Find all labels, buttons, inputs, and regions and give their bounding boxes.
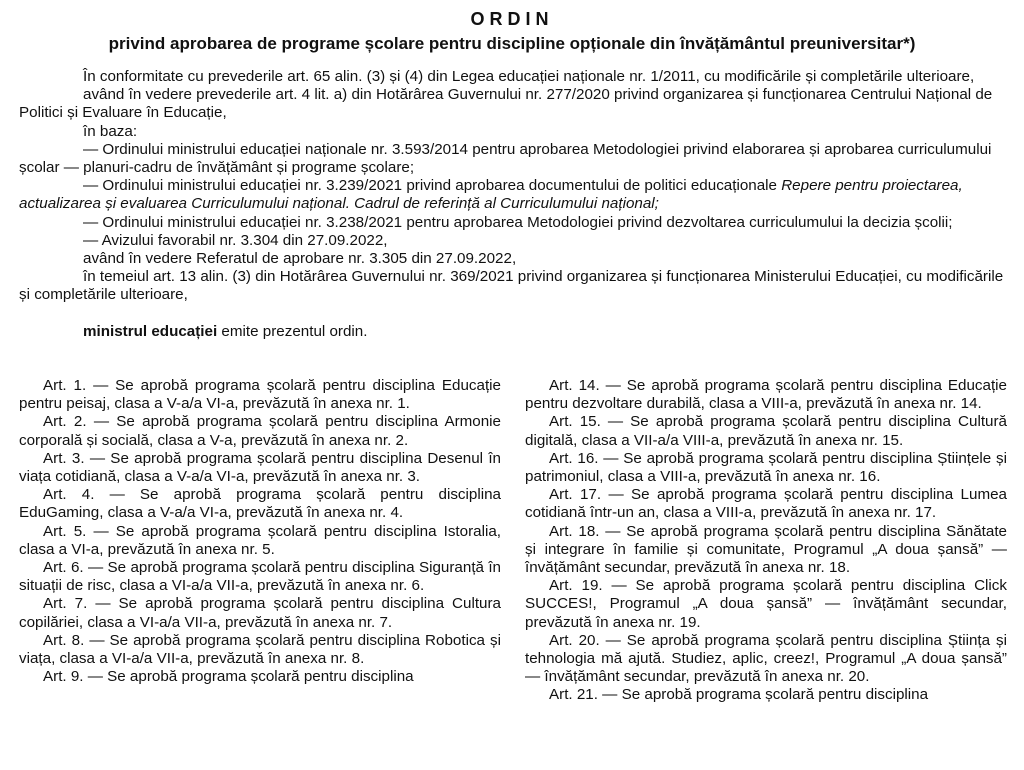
preamble-ordin-3593: — Ordinului ministrului educației naționale nr. 3.593/2014 pentru aprobarea Metodologiei privind elaborarea și aprobarea curriculumului școlar — planuri-cadru de învățământ și programe școlare;: [19, 140, 992, 177]
preamble-ordin-3239-text: — Ordinului ministrului educației nr. 3.239/2021 privind aprobarea documentului de politici educaționale: [83, 177, 782, 195]
article-16: Art. 16. — Se aprobă programa școlară pentru disciplina Științele și patrimoniul, clasa a VIII-a, prevăzută în anexa nr. 16.: [525, 449, 1007, 486]
preamble-emits: [19, 323, 1007, 341]
preamble-temei: în temeiul art. 13 alin. (3) din Hotărârea Guvernului nr. 369/2021 privind organizarea și funcționarea Ministerului Educației, cu modificările și completările ulterioare,: [19, 268, 1004, 304]
preamble-ordin-3239: [19, 177, 1007, 213]
preamble-ordin-3238: — Ordinului ministrului educației nr. 3.238/2021 pentru aprobarea Metodologiei privind dezvoltarea curriculumului la decizia școlii;: [83, 213, 953, 231]
preamble: [19, 68, 1007, 341]
preamble-aviz: — Avizului favorabil nr. 3.304 din 27.09.2022,: [83, 231, 388, 249]
document-title: ORDIN: [470, 9, 554, 29]
article-3: Art. 3. — Se aprobă programa școlară pentru disciplina Desenul în viața cotidiană, clasa a V-a/a VI-a, prevăzută în anexa nr. 3.: [19, 449, 501, 486]
article-15: Art. 15. — Se aprobă programa școlară pentru disciplina Cultură digitală, clasa a VII-a/a VIII-a, prevăzută în anexa nr. 15.: [525, 413, 1007, 449]
article-20: Art. 20. — Se aprobă programa școlară pentru disciplina Știința și tehnologia mă ajută. Studiez, aplic, creez!, Programul „A doua șansă” — învățământ secundar, prevăzută în anexa nr. 20.: [525, 631, 1007, 686]
article-4: Art. 4. — Se aprobă programa școlară pentru disciplina EduGaming, clasa a V-a/a VI-a, prevăzută în anexa nr. 4.: [19, 486, 501, 522]
article-9: Art. 9. — Se aprobă programa școlară pentru disciplina: [43, 668, 414, 686]
article-21: Art. 21. — Se aprobă programa școlară pentru disciplina: [549, 686, 929, 704]
articles-right-column: [525, 377, 1007, 705]
document-subtitle: privind aprobarea de programe școlare pentru discipline opționale din învățământul preuniversitar*): [108, 34, 916, 53]
article-18: Art. 18. — Se aprobă programa școlară pentru disciplina Sănătate și integrare în familie și comunitate, Programul „A doua șansă” — învățământ secundar, prevăzută în anexa nr. 18.: [525, 522, 1007, 577]
article-8: Art. 8. — Se aprobă programa școlară pentru disciplina Robotica și viața, clasa a VI-a/a VII-a, prevăzută în anexa nr. 8.: [19, 631, 501, 668]
preamble-legal-basis: În conformitate cu prevederile art. 65 alin. (3) și (4) din Legea educației naționale nr. 1/2011, cu modificările și completările ulterioare,: [83, 68, 975, 85]
preamble-in-baza: în baza:: [83, 122, 138, 140]
article-6: Art. 6. — Se aprobă programa școlară pentru disciplina Siguranță în situații de risc, clasa a VI-a/a VII-a, prevăzută în anexa nr. 6.: [19, 559, 501, 595]
preamble-referat: având în vedere Referatul de aprobare nr. 3.305 din 27.09.2022,: [83, 250, 517, 268]
article-2: Art. 2. — Se aprobă programa școlară pentru disciplina Armonie corporală și socială, clasa a V-a, prevăzută în anexa nr. 2.: [19, 413, 501, 449]
minister-label: ministrul educației: [83, 322, 218, 340]
article-17: Art. 17. — Se aprobă programa școlară pentru disciplina Lumea cotidiană într-un an, clasa a VIII-a, prevăzută în anexa nr. 17.: [525, 486, 1007, 522]
article-7: Art. 7. — Se aprobă programa școlară pentru disciplina Cultura copilăriei, clasa a VI-a/a VII-a, prevăzută în anexa nr. 7.: [19, 595, 501, 631]
article-14: Art. 14. — Se aprobă programa școlară pentru disciplina Educație pentru dezvoltare durabilă, clasa a VIII-a, prevăzută în anexa nr. 14.: [525, 377, 1007, 413]
article-5: Art. 5. — Se aprobă programa școlară pentru disciplina Istoralia, clasa a VI-a, prevăzută în anexa nr. 5.: [19, 522, 501, 558]
article-1: Art. 1. — Se aprobă programa școlară pentru disciplina Educație pentru peisaj, clasa a V-a/a VI-a, prevăzută în anexa nr. 1.: [19, 377, 501, 413]
emits-text: emite prezentul ordin.: [217, 322, 368, 340]
articles-left-column: [19, 377, 501, 686]
preamble-hg-277: având în vedere prevederile art. 4 lit. a) din Hotărârea Guvernului nr. 277/2020 privind organizarea și funcționarea Centrului Național de Politici și Evaluare în Educație,: [19, 86, 993, 122]
preamble-ordin-3239-italic: Repere pentru proiectarea, actualizarea și evaluarea Curriculumului național. Cadrul de referință al Curriculumului național;: [19, 177, 963, 213]
article-19: Art. 19. — Se aprobă programa școlară pentru disciplina Click SUCCES!, Programul „A doua șansă” — învățământ secundar, prevăzută în anexa nr. 19.: [525, 577, 1007, 631]
